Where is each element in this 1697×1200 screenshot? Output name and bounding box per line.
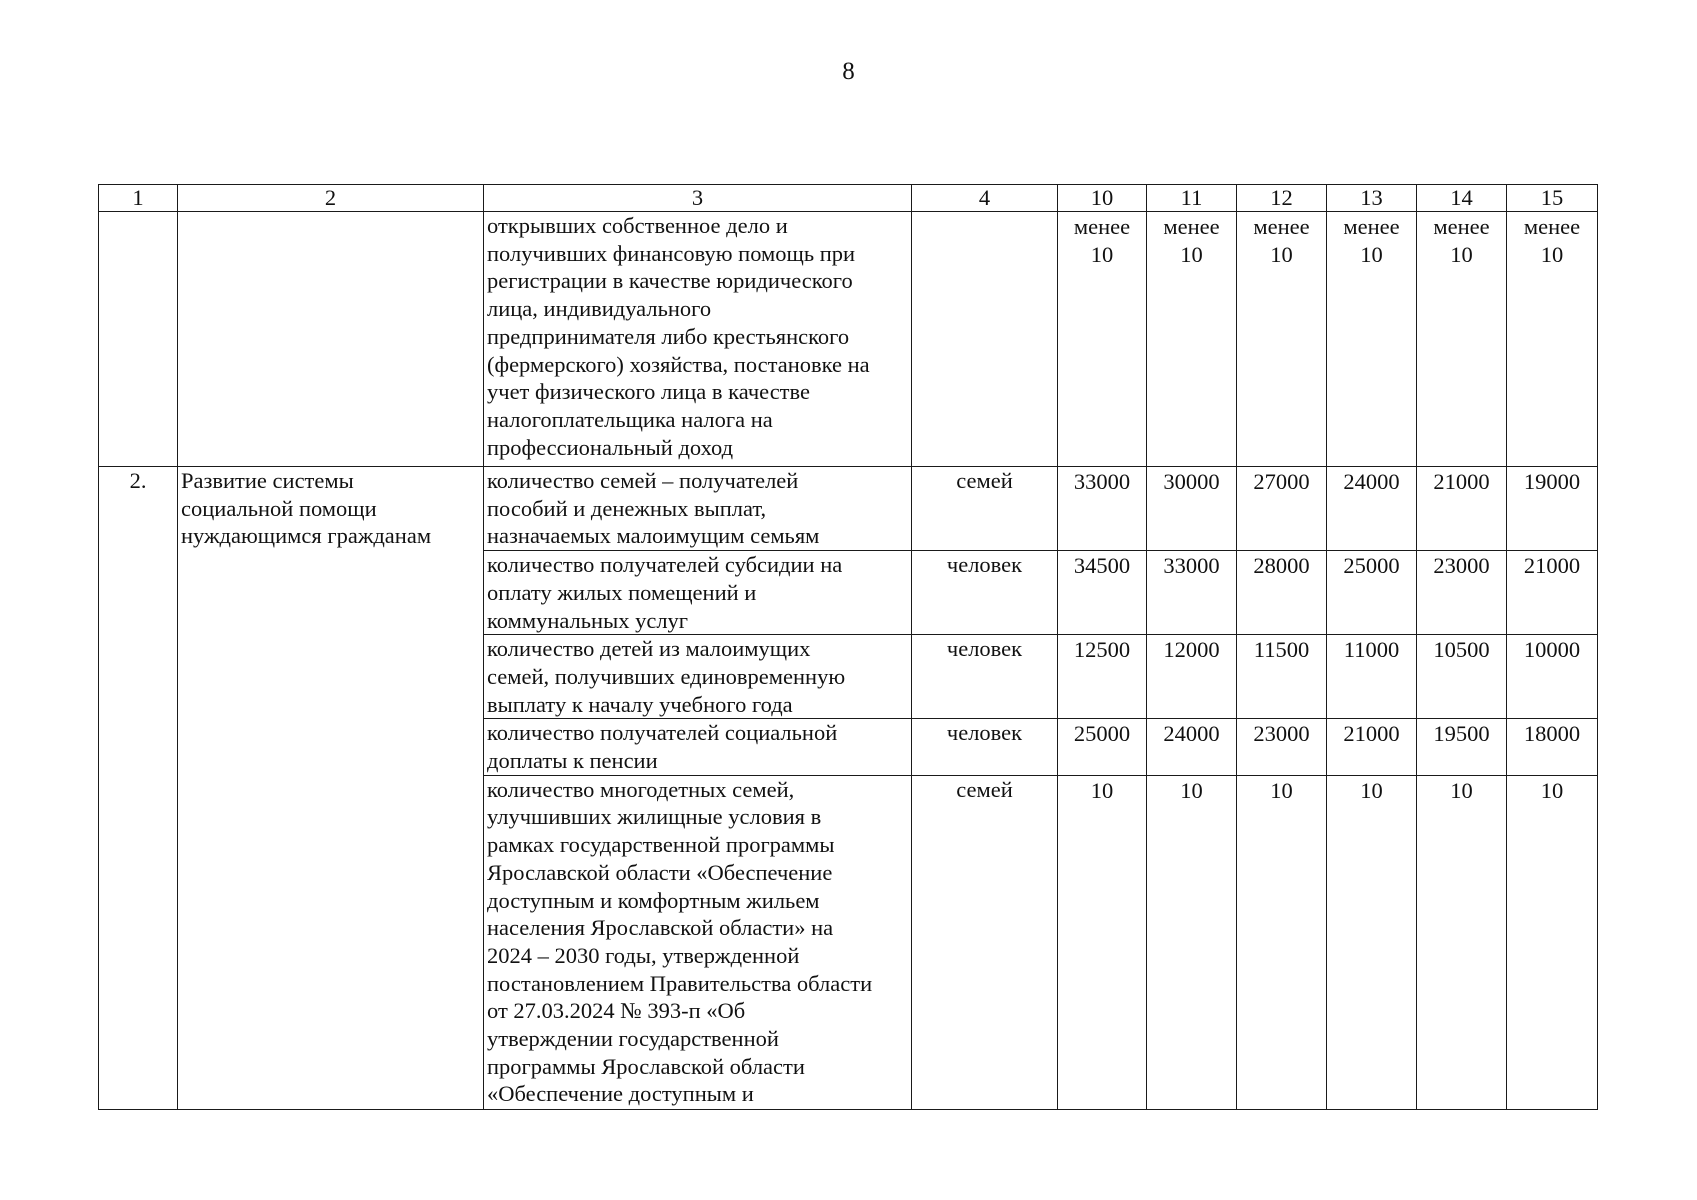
value-cell: 10 (1327, 775, 1417, 1109)
table-header-row (99, 185, 1598, 212)
value-cell: 25000 (1058, 719, 1147, 775)
value-cell: 24000 (1327, 467, 1417, 551)
indicator-cell: количество семей – получателей пособий и денежных выплат, назначаемых малоимущим семьям (484, 467, 912, 551)
indicator-cell: количество получателей социальной доплаты к пенсии (484, 719, 912, 775)
header-cell: 13 (1327, 185, 1417, 212)
value-cell: 28000 (1237, 551, 1327, 635)
value-cell: 19000 (1507, 467, 1598, 551)
value-cell: 33000 (1147, 551, 1237, 635)
value-cell: 10 (1507, 775, 1598, 1109)
value-cell: 11000 (1327, 635, 1417, 719)
value-cell: 18000 (1507, 719, 1598, 775)
value-cell: 10 (1417, 775, 1507, 1109)
value-cell: менее 10 (1417, 212, 1507, 467)
value-cell: 12000 (1147, 635, 1237, 719)
indicator-cell: открывших собственное дело и получивших финансовую помощь при регистрации в качестве юридического лица, индивидуального предпринимателя либо крестьянского (фермерского) хозяйства, постановке на учет физического лица в качестве налогоплательщика налога на профессиональный доход (484, 212, 912, 467)
header-cell: 3 (484, 185, 912, 212)
section-name-cell: Развитие системы социальной помощи нуждающимся гражданам (178, 467, 484, 1110)
table-row (99, 467, 1598, 551)
value-cell: 10 (1147, 775, 1237, 1109)
unit-cell: семей (912, 775, 1058, 1109)
value-cell: менее 10 (1327, 212, 1417, 467)
indicator-cell: количество получателей субсидии на оплату жилых помещений и коммунальных услуг (484, 551, 912, 635)
value-cell: 12500 (1058, 635, 1147, 719)
row-number-cell: 2. (99, 467, 178, 1110)
row-number-cell (99, 212, 178, 467)
value-cell: менее 10 (1237, 212, 1327, 467)
unit-cell (912, 212, 1058, 467)
value-cell: менее 10 (1507, 212, 1598, 467)
page-number: 8 (842, 58, 855, 85)
value-cell: менее 10 (1147, 212, 1237, 467)
value-cell: 21000 (1327, 719, 1417, 775)
indicator-cell: количество многодетных семей, улучшивших жилищные условия в рамках государственной программы Ярославской области «Обеспечение доступным и комфортным жильем населения Ярославской области» на 2024 – 2030 годы, утвержденной постановлением Правительства области от 27.03.2024 № 393-п «Об утверждении государственной программы Ярославской области «Обеспечение доступным и (484, 775, 912, 1109)
value-cell: 10000 (1507, 635, 1598, 719)
value-cell: 25000 (1327, 551, 1417, 635)
table-row (99, 212, 1598, 467)
value-cell: 21000 (1507, 551, 1598, 635)
value-cell: 10 (1237, 775, 1327, 1109)
value-cell: 11500 (1237, 635, 1327, 719)
header-cell: 1 (99, 185, 178, 212)
header-cell: 12 (1237, 185, 1327, 212)
value-cell: 33000 (1058, 467, 1147, 551)
value-cell: 23000 (1237, 719, 1327, 775)
unit-cell: человек (912, 635, 1058, 719)
value-cell: 34500 (1058, 551, 1147, 635)
header-cell: 2 (178, 185, 484, 212)
value-cell: менее 10 (1058, 212, 1147, 467)
value-cell: 19500 (1417, 719, 1507, 775)
unit-cell: человек (912, 719, 1058, 775)
value-cell: 23000 (1417, 551, 1507, 635)
header-cell: 10 (1058, 185, 1147, 212)
unit-cell: человек (912, 551, 1058, 635)
indicators-table (98, 184, 1598, 1110)
value-cell: 30000 (1147, 467, 1237, 551)
value-cell: 27000 (1237, 467, 1327, 551)
section-name-cell (178, 212, 484, 467)
unit-cell: семей (912, 467, 1058, 551)
header-cell: 15 (1507, 185, 1598, 212)
value-cell: 24000 (1147, 719, 1237, 775)
indicator-cell: количество детей из малоимущих семей, получивших единовременную выплату к началу учебного года (484, 635, 912, 719)
value-cell: 10 (1058, 775, 1147, 1109)
value-cell: 21000 (1417, 467, 1507, 551)
header-cell: 11 (1147, 185, 1237, 212)
header-cell: 4 (912, 185, 1058, 212)
value-cell: 10500 (1417, 635, 1507, 719)
header-cell: 14 (1417, 185, 1507, 212)
